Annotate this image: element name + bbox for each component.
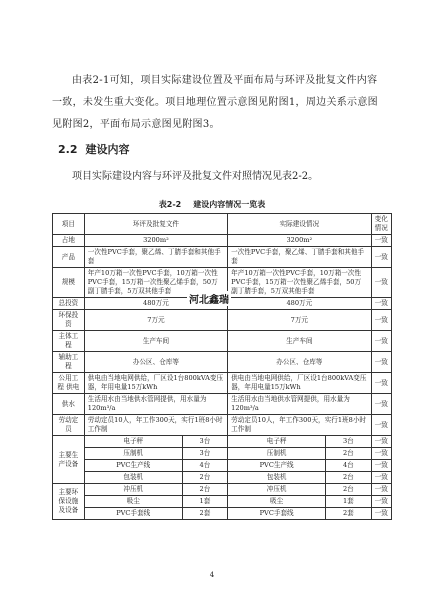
equipment-qty: 2台 bbox=[182, 484, 227, 496]
equipment-qty: 2台 bbox=[326, 472, 371, 484]
table-number: 表2-2 bbox=[158, 200, 182, 209]
row-eia-value: 供电由当地电网供给，厂区设1台800kVA变压器，年用电量15万kWh bbox=[84, 373, 227, 394]
equipment-row bbox=[53, 484, 392, 496]
row-eia-value: 办公区、仓库等 bbox=[84, 352, 227, 373]
header-cell: 变化情况 bbox=[371, 214, 391, 235]
table-row bbox=[53, 352, 392, 373]
table-reference-paragraph: 项目实际建设内容与环评及批复文件对照情况见表2-2。 bbox=[72, 171, 319, 182]
table-caption bbox=[0, 199, 424, 210]
equipment-name: 冲压机 bbox=[84, 484, 182, 496]
row-actual-value: 480万元 bbox=[228, 298, 371, 310]
row-eia-value: 劳动定员10人，年工作300天，实行1班8小时工作制 bbox=[84, 415, 227, 436]
row-change: 一致 bbox=[371, 496, 391, 508]
row-label: 规模 bbox=[53, 268, 85, 298]
equipment-name: 冲压机 bbox=[228, 484, 326, 496]
row-actual-value: 供电由当地电网供给，厂区设1台800kVA变压器，年用电量15万kWh bbox=[228, 373, 371, 394]
row-label: 辅助工程 bbox=[53, 352, 85, 373]
equipment-row bbox=[53, 460, 392, 472]
equipment-qty: 1套 bbox=[182, 496, 227, 508]
row-actual-value: 年产10万箱一次性PVC手套，10万箱一次性PVC手套，15万箱一次性聚乙烯手套，50万副丁腈手套，5万双其他手套 bbox=[228, 268, 371, 298]
row-change: 一致 bbox=[371, 436, 391, 448]
equipment-name: PVC生产线 bbox=[84, 460, 182, 472]
table-row bbox=[53, 415, 392, 436]
row-actual-value: 办公区、仓库等 bbox=[228, 352, 371, 373]
equipment-group-label: 主要生产设备 bbox=[53, 436, 85, 484]
equipment-name: 压制机 bbox=[228, 448, 326, 460]
row-change: 一致 bbox=[371, 298, 391, 310]
row-eia-value: 一次性PVC手套，聚乙烯、丁腈手套和其他手套 bbox=[84, 247, 227, 268]
row-actual-value: 7万元 bbox=[228, 310, 371, 331]
row-actual-value: 3200m² bbox=[228, 235, 371, 247]
row-label: 总投资 bbox=[53, 298, 85, 310]
row-eia-value: 480万元 bbox=[84, 298, 227, 310]
equipment-row bbox=[53, 508, 392, 520]
row-eia-value: 年产10万箱一次性PVC手套，10万箱一次性PVC手套，15万箱一次性聚乙烯手套，50万副丁腈手套，5万双其他手套 bbox=[84, 268, 227, 298]
table-row bbox=[53, 310, 392, 331]
table-row bbox=[53, 331, 392, 352]
equipment-group-label: 主要环保设施及设备 bbox=[53, 484, 85, 520]
row-change: 一致 bbox=[371, 460, 391, 472]
header-cell: 实际建设情况 bbox=[228, 214, 371, 235]
page-number: 4 bbox=[209, 571, 215, 579]
row-label: 产品 bbox=[53, 247, 85, 268]
row-label: 公用工程 供电 bbox=[53, 373, 85, 394]
equipment-name: 包装机 bbox=[84, 472, 182, 484]
row-label: 供水 bbox=[53, 394, 85, 415]
equipment-name: PVC手套线 bbox=[84, 508, 182, 520]
equipment-row bbox=[53, 448, 392, 460]
header-cell: 项目 bbox=[53, 214, 85, 235]
equipment-qty: 1套 bbox=[326, 496, 371, 508]
equipment-qty: 2台 bbox=[326, 448, 371, 460]
equipment-qty: 2套 bbox=[326, 508, 371, 520]
equipment-qty: 3台 bbox=[326, 436, 371, 448]
row-label: 劳动定员 bbox=[53, 415, 85, 436]
row-change: 一致 bbox=[371, 331, 391, 352]
row-eia-value: 7万元 bbox=[84, 310, 227, 331]
row-actual-value: 一次性PVC手套，聚乙烯、丁腈手套和其他手套 bbox=[228, 247, 371, 268]
row-label: 环保投资 bbox=[53, 310, 85, 331]
header-cell: 环评及批复文件 bbox=[84, 214, 227, 235]
section-number: 2.2 bbox=[58, 143, 78, 156]
intro-paragraph: 由表2-1可知，项目实际建设位置及平面布局与环评及批复文件内容一致，未发生重大变化。项目地理位置示意图见附图1，周边关系示意图见附图2，平面布局示意图见附图3。 bbox=[52, 75, 378, 130]
equipment-name: 吸尘 bbox=[228, 496, 326, 508]
row-eia-value: 生产车间 bbox=[84, 331, 227, 352]
row-eia-value: 3200m² bbox=[84, 235, 227, 247]
equipment-qty: 2台 bbox=[182, 472, 227, 484]
row-eia-value: 生活用水由当地供水管网提供，用水量为120m³/a bbox=[84, 394, 227, 415]
equipment-row bbox=[53, 496, 392, 508]
table-header-row bbox=[53, 214, 392, 235]
row-change: 一致 bbox=[371, 484, 391, 496]
row-change: 一致 bbox=[371, 247, 391, 268]
stamp-overlay: 河北鑫瑞 bbox=[187, 291, 231, 306]
equipment-name: 压制机 bbox=[84, 448, 182, 460]
equipment-qty: 4台 bbox=[182, 460, 227, 472]
equipment-row bbox=[53, 472, 392, 484]
equipment-qty: 4台 bbox=[326, 460, 371, 472]
row-actual-value: 劳动定员10人，年工作300天，实行1班8小时工作制 bbox=[228, 415, 371, 436]
row-change: 一致 bbox=[371, 508, 391, 520]
equipment-qty: 2套 bbox=[182, 508, 227, 520]
row-actual-value: 生活用水由当地供水管网提供，用水量为120m³/a bbox=[228, 394, 371, 415]
equipment-name: 电子秤 bbox=[84, 436, 182, 448]
row-change: 一致 bbox=[371, 448, 391, 460]
row-change: 一致 bbox=[371, 235, 391, 247]
equipment-qty: 2台 bbox=[326, 484, 371, 496]
equipment-name: PVC手套线 bbox=[228, 508, 326, 520]
table-title: 建设内容情况一览表 bbox=[193, 200, 266, 209]
table-row bbox=[53, 373, 392, 394]
construction-content-table bbox=[52, 213, 392, 520]
table-row bbox=[53, 235, 392, 247]
row-label: 占地 bbox=[53, 235, 85, 247]
equipment-name: PVC生产线 bbox=[228, 460, 326, 472]
row-change: 一致 bbox=[371, 394, 391, 415]
row-actual-value: 生产车间 bbox=[228, 331, 371, 352]
equipment-name: 吸尘 bbox=[84, 496, 182, 508]
row-change: 一致 bbox=[371, 472, 391, 484]
section-heading bbox=[58, 141, 138, 157]
row-change: 一致 bbox=[371, 373, 391, 394]
row-change: 一致 bbox=[371, 268, 391, 298]
row-change: 一致 bbox=[371, 415, 391, 436]
equipment-name: 包装机 bbox=[228, 472, 326, 484]
row-change: 一致 bbox=[371, 310, 391, 331]
equipment-qty: 3台 bbox=[182, 448, 227, 460]
row-change: 一致 bbox=[371, 352, 391, 373]
table-row bbox=[53, 394, 392, 415]
table-row bbox=[53, 247, 392, 268]
row-label: 主体工程 bbox=[53, 331, 85, 352]
equipment-row bbox=[53, 436, 392, 448]
section-title: 建设内容 bbox=[85, 143, 130, 156]
equipment-name: 电子秤 bbox=[228, 436, 326, 448]
equipment-qty: 3台 bbox=[182, 436, 227, 448]
